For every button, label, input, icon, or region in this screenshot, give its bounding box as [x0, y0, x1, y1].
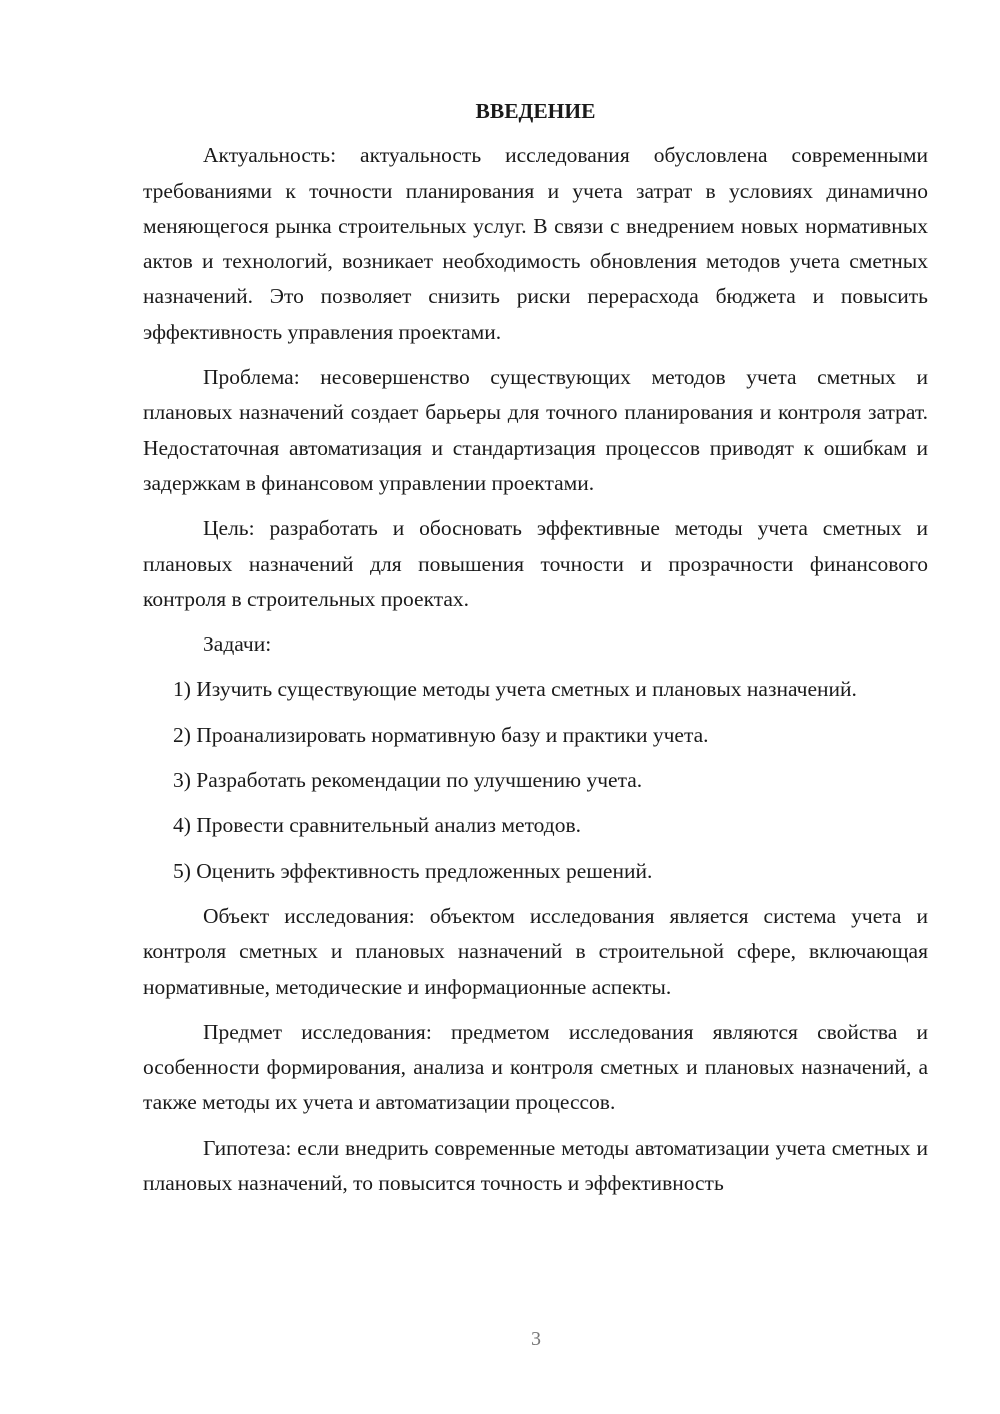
task-item: 4) Провести сравнительный анализ методов.: [173, 813, 582, 838]
document-page: [143, 94, 928, 1211]
task-item: 2) Проанализировать нормативную базу и практики учета.: [173, 722, 709, 747]
task-item: 5) Оценить эффективность предложенных решений.: [173, 858, 653, 883]
hypothesis-paragraph: Гипотеза: если внедрить современные методы автоматизации учета сметных и плановых назначений, то повысится точность и эффективность: [143, 1135, 928, 1196]
goal-paragraph: Цель: разработать и обосновать эффективные методы учета сметных и плановых назначений для повышения точности и прозрачности финансового контроля в строительных проектах.: [143, 516, 928, 611]
tasks-heading: Задачи:: [203, 632, 272, 657]
task-item: 1) Изучить существующие методы учета сметных и плановых назначений.: [173, 677, 857, 702]
task-item: 3) Разработать рекомендации по улучшению учета.: [173, 768, 643, 793]
page-number: 3: [531, 1328, 541, 1350]
subject-paragraph: Предмет исследования: предметом исследования являются свойства и особенности формирования, анализа и контроля сметных и плановых назначений, а также методы их учета и автоматизации процессов.: [143, 1019, 928, 1115]
relevance-paragraph: Актуальность: актуальность исследования обусловлена современными требованиями к точности планирования и учета затрат в условиях динамично меняющегося рынка строительных услуг. В связи с внедрением новых нормативных актов и технологий, возникает необходимость обновления методов учета сметных назначений. Это позволяет снизить риски перерасхода бюджета и повысить эффективность управления проектами.: [143, 143, 928, 344]
section-title: ВВЕДЕНИЕ: [475, 99, 596, 123]
problem-paragraph: Проблема: несовершенство существующих методов учета сметных и плановых назначений создает барьеры для точного планирования и контроля затрат. Недостаточная автоматизация и стандартизация процессов приводят к ошибкам и задержкам в финансовом управлении проектами.: [143, 365, 928, 495]
object-paragraph: Объект исследования: объектом исследования является система учета и контроля сметных и плановых назначений в строительной сфере, включающая нормативные, методические и информационные аспекты.: [143, 903, 928, 999]
